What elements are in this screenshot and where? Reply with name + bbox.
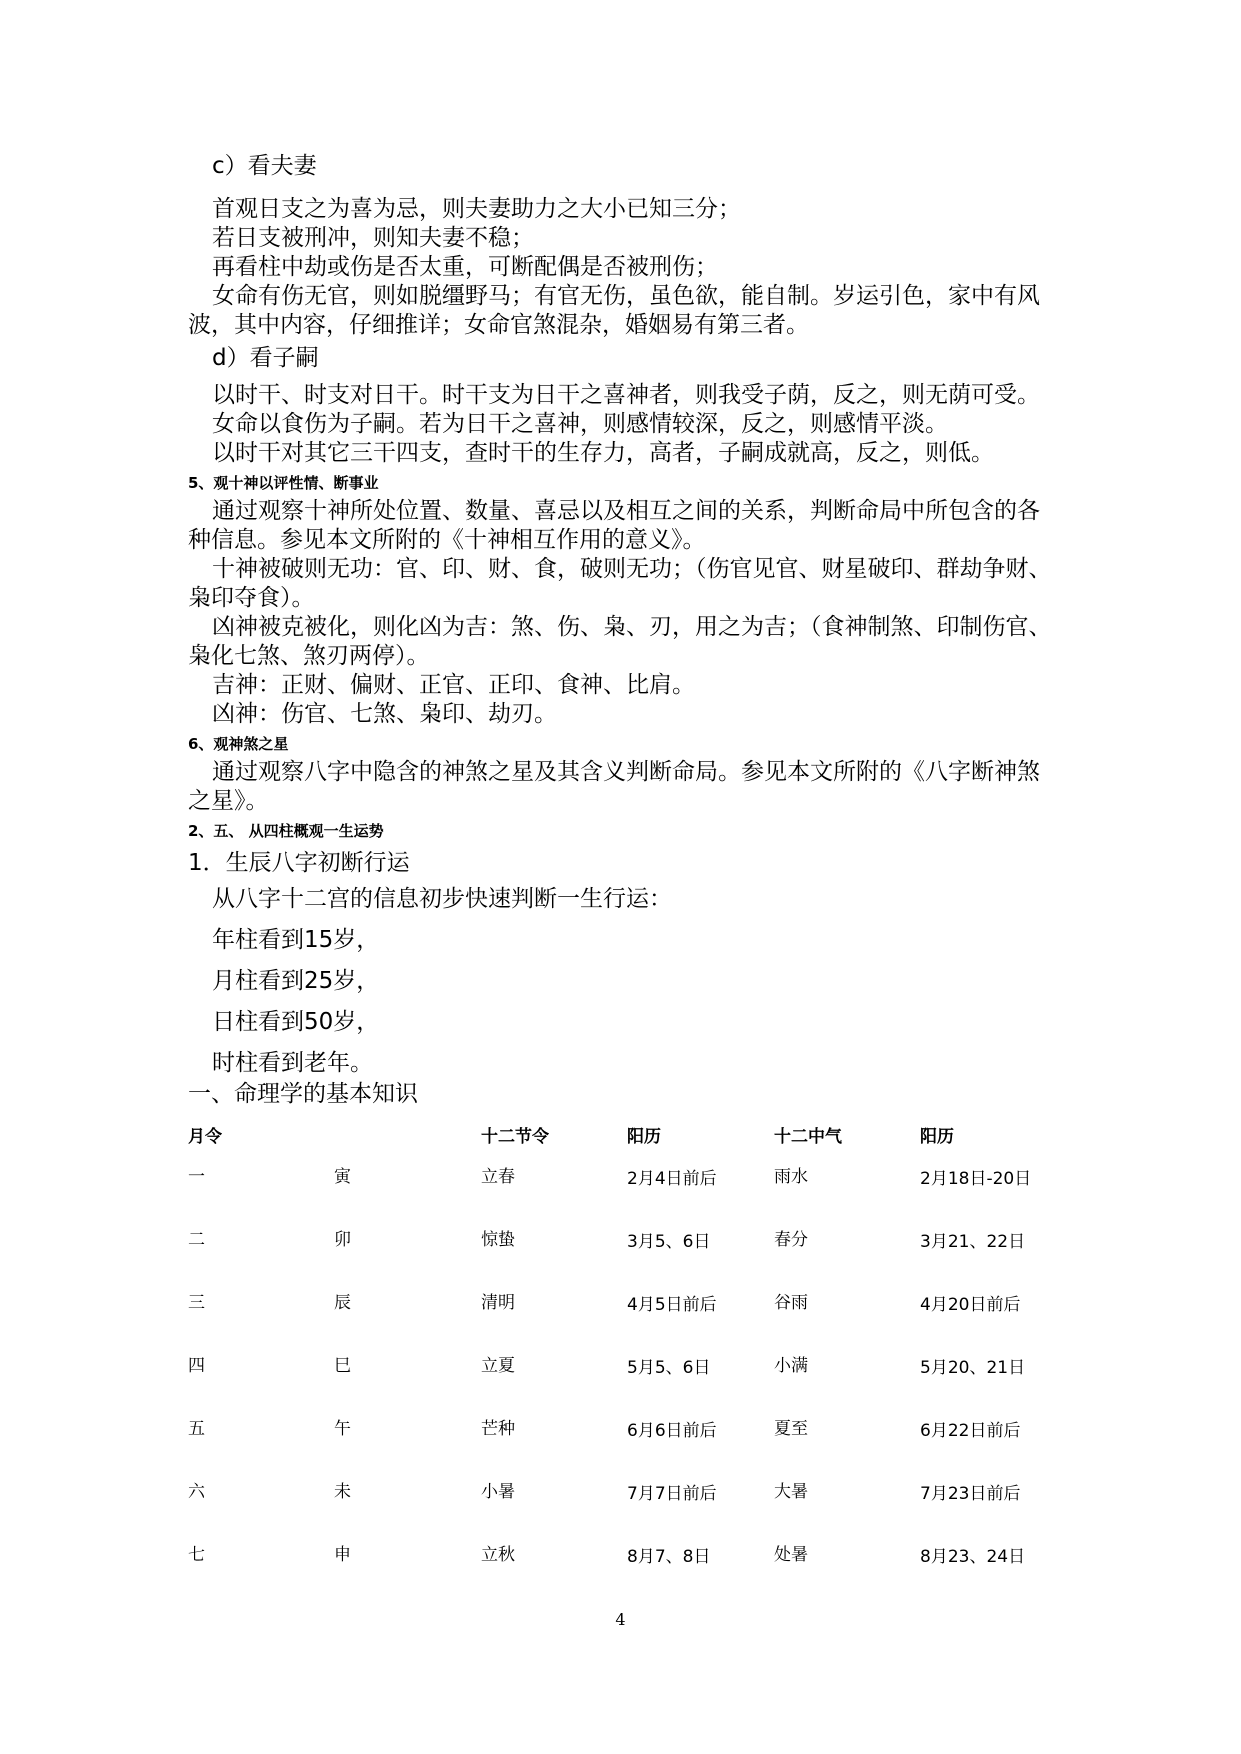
table-cell: 4月20日前后	[920, 1295, 1021, 1315]
table-cell: 6月6日前后	[627, 1421, 717, 1441]
table-header: 十二节令	[481, 1127, 549, 1147]
table-cell: 卯	[334, 1230, 351, 1250]
age-line: 月柱看到25岁，	[212, 968, 380, 994]
table-cell: 四	[188, 1356, 205, 1376]
table-cell: 3月21、22日	[920, 1232, 1026, 1252]
paragraph: 首观日支之为喜为忌，则夫妻助力之大小已知三分；	[212, 196, 741, 222]
table-cell: 立夏	[481, 1356, 515, 1376]
table-cell: 七	[188, 1545, 205, 1565]
table-cell: 8月23、24日	[920, 1547, 1026, 1567]
table-cell: 小暑	[481, 1482, 515, 1502]
table-cell: 清明	[481, 1293, 515, 1313]
table-header	[334, 1122, 481, 1162]
page-number: 4	[615, 1610, 626, 1629]
section-d-heading: d）看子嗣	[212, 345, 319, 371]
table-cell: 谷雨	[774, 1293, 808, 1313]
table-cell: 小满	[774, 1356, 808, 1376]
section-five-heading: 2、五、 从四柱概观一生运势	[188, 822, 384, 840]
section-5-heading: 5、观十神以评性情、断事业	[188, 474, 379, 492]
table-cell: 立秋	[481, 1545, 515, 1565]
basic-knowledge-heading: 一、命理学的基本知识	[188, 1081, 418, 1107]
table-cell: 7月23日前后	[920, 1484, 1021, 1504]
paragraph: 以时干、时支对日干。时干支为日干之喜神者，则我受子荫，反之，则无荫可受。	[212, 382, 1040, 408]
table-cell: 芒种	[481, 1419, 515, 1439]
table-cell: 未	[334, 1482, 351, 1502]
table-cell: 申	[334, 1545, 351, 1565]
table-cell: 5月20、21日	[920, 1358, 1026, 1378]
paragraph: 通过观察八字中隐含的神煞之星及其含义判断命局。参见本文所附的《八字断神煞之星》。	[188, 759, 1040, 814]
table-cell: 2月4日前后	[627, 1169, 717, 1189]
table-cell: 4月5日前后	[627, 1295, 717, 1315]
age-line: 年柱看到15岁，	[212, 927, 380, 953]
table-row	[188, 1225, 1040, 1288]
page-content	[188, 152, 1054, 1112]
age-line: 时柱看到老年。	[212, 1050, 373, 1076]
section-1-heading: 1．生辰八字初断行运	[188, 850, 410, 876]
table-cell: 五	[188, 1419, 205, 1439]
paragraph: 十神被破则无功：官、印、财、食，破则无功；（伤官见官、财星破印、群劫争财、枭印夺食）。	[188, 556, 1052, 611]
paragraph: 吉神：正财、偏财、正官、正印、食神、比肩。	[212, 672, 695, 698]
table-cell: 午	[334, 1419, 351, 1439]
paragraph: 凶神被克被化，则化凶为吉：煞、伤、枭、刃，用之为吉；（食神制煞、印制伤官、枭化七煞、煞刃两停）。	[188, 614, 1052, 669]
paragraph: 女命有伤无官，则如脱缰野马；有官无伤，虽色欲，能自制。岁运引色，家中有风波，其中内容，仔细推详；女命官煞混杂，婚姻易有第三者。	[188, 283, 1040, 338]
table-cell: 5月5、6日	[627, 1358, 711, 1378]
paragraph: 以时干对其它三干四支，查时干的生存力，高者，子嗣成就高，反之，则低。	[212, 440, 994, 466]
paragraph: 再看柱中劫或伤是否太重，可断配偶是否被刑伤；	[212, 254, 718, 280]
solar-terms-table	[188, 1122, 1040, 1603]
table-cell: 3月5、6日	[627, 1232, 711, 1252]
table-cell: 巳	[334, 1356, 351, 1376]
paragraph: 凶神：伤官、七煞、枭印、劫刃。	[212, 701, 557, 727]
table-cell: 8月7、8日	[627, 1547, 711, 1567]
section-c-heading: c）看夫妻	[212, 153, 317, 179]
table-row	[188, 1477, 1040, 1540]
table-cell: 立春	[481, 1167, 515, 1187]
table-cell: 夏至	[774, 1419, 808, 1439]
table-cell: 6月22日前后	[920, 1421, 1021, 1441]
table-row	[188, 1540, 1040, 1603]
table-header-row	[188, 1122, 1040, 1162]
table-cell: 寅	[334, 1167, 351, 1187]
table-cell: 雨水	[774, 1167, 808, 1187]
table-cell: 惊蛰	[481, 1230, 515, 1250]
paragraph: 女命以食伤为子嗣。若为日干之喜神，则感情较深，反之，则感情平淡。	[212, 411, 948, 437]
table-cell: 二	[188, 1230, 205, 1250]
table-row	[188, 1414, 1040, 1477]
table-cell: 辰	[334, 1293, 351, 1313]
table-header: 月令	[188, 1127, 222, 1147]
table-row	[188, 1162, 1040, 1225]
table-cell: 六	[188, 1482, 205, 1502]
paragraph: 从八字十二宫的信息初步快速判断一生行运：	[212, 886, 672, 912]
table-cell: 大暑	[774, 1482, 808, 1502]
table-row	[188, 1351, 1040, 1414]
table-cell: 2月18日-20日	[920, 1169, 1032, 1189]
paragraph: 若日支被刑冲，则知夫妻不稳；	[212, 225, 534, 251]
table-row	[188, 1288, 1040, 1351]
table-cell: 7月7日前后	[627, 1484, 717, 1504]
table-cell: 处暑	[774, 1545, 808, 1565]
table-header: 阳历	[920, 1127, 954, 1147]
paragraph: 通过观察十神所处位置、数量、喜忌以及相互之间的关系，判断命局中所包含的各种信息。参见本文所附的《十神相互作用的意义》。	[188, 498, 1040, 553]
table-cell: 春分	[774, 1230, 808, 1250]
table-header: 阳历	[627, 1127, 661, 1147]
table-cell: 三	[188, 1293, 205, 1313]
table-header: 十二中气	[774, 1127, 842, 1147]
table-cell: 一	[188, 1167, 205, 1187]
age-line: 日柱看到50岁，	[212, 1009, 380, 1035]
section-6-heading: 6、观神煞之星	[188, 735, 289, 753]
